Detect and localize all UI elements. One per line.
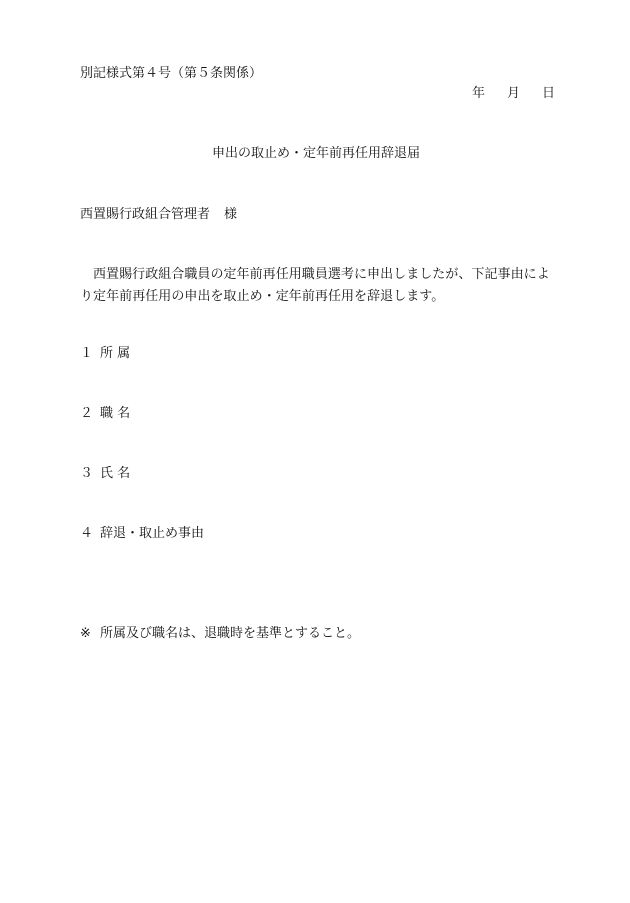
item-number: ３ (80, 466, 94, 481)
item-label: 所 属 (100, 346, 131, 361)
addressee (80, 207, 237, 223)
date-year: 年 (472, 86, 486, 101)
item-label: 職 名 (100, 406, 131, 421)
item-number: ４ (80, 526, 94, 541)
note-text: 所属及び職名は、退職時を基準とすること。 (100, 626, 361, 641)
addressee-name: 西置賜行政組合管理者 (80, 207, 211, 222)
document-title: 申出の取止め・定年前再任用辞退届 (211, 146, 420, 161)
item-number: １ (80, 346, 94, 361)
item-number: ２ (80, 406, 94, 421)
list-item (80, 346, 130, 362)
date-day: 日 (542, 86, 556, 101)
form-number-label: 別記様式第４号（第５条関係） (80, 66, 263, 81)
footnote (80, 626, 360, 642)
body-paragraph: 西置賜行政組合職員の定年前再任用職員選考に申出しましたが、下記事由により定年前再任用の申出を取止め・定年前再任用を辞退します。 (80, 267, 550, 304)
date-month: 月 (507, 86, 521, 101)
item-label: 辞退・取止め事由 (100, 526, 205, 541)
list-item (80, 406, 130, 422)
list-item (80, 526, 204, 542)
date-line (472, 86, 555, 102)
list-item (80, 466, 130, 482)
item-label: 氏 名 (100, 466, 131, 481)
addressee-suffix: 様 (224, 207, 238, 222)
note-mark: ※ (80, 626, 91, 641)
